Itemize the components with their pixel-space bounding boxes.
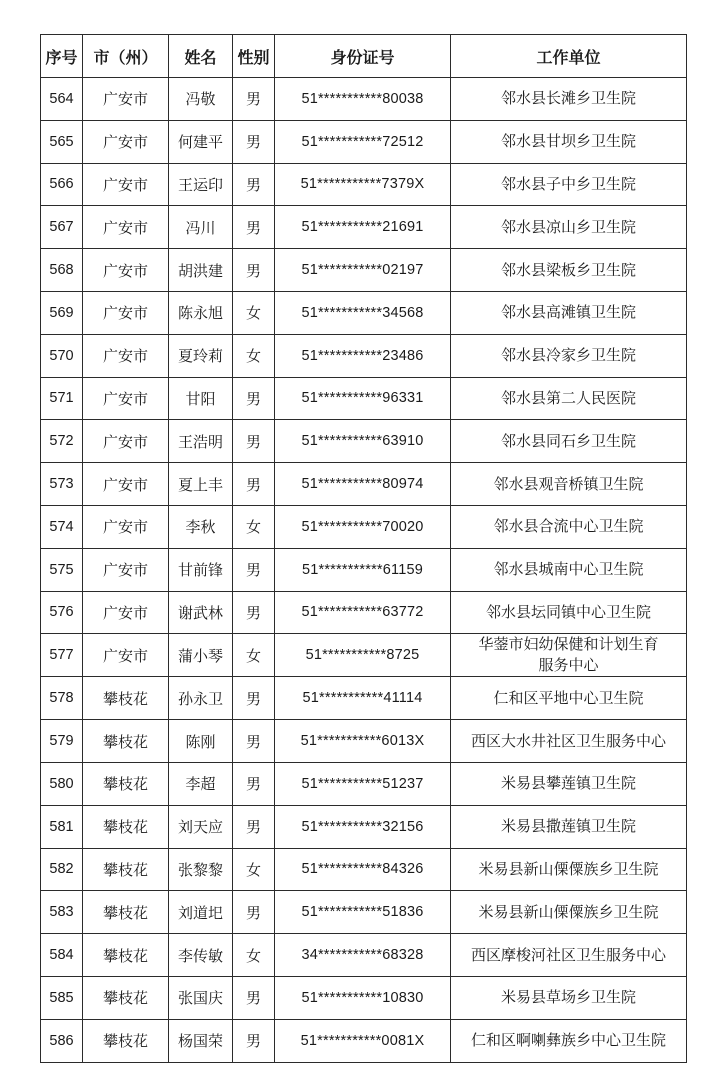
cell-name: 冯敬: [169, 78, 233, 121]
table-row: [41, 420, 687, 463]
cell-index: 573: [41, 463, 83, 506]
cell-city: 广安市: [83, 505, 169, 548]
cell-city: 广安市: [83, 463, 169, 506]
cell-name: 陈永旭: [169, 291, 233, 334]
cell-index: 577: [41, 634, 83, 677]
cell-gender: 女: [233, 934, 275, 977]
cell-index: 565: [41, 120, 83, 163]
cell-name: 刘天应: [169, 805, 233, 848]
table-row: [41, 762, 687, 805]
cell-city: 攀枝花: [83, 976, 169, 1019]
cell-city: 攀枝花: [83, 934, 169, 977]
cell-index: 572: [41, 420, 83, 463]
table-row: [41, 891, 687, 934]
cell-index: 569: [41, 291, 83, 334]
cell-gender: 男: [233, 163, 275, 206]
cell-index: 574: [41, 505, 83, 548]
table-row: [41, 377, 687, 420]
cell-gender: 男: [233, 78, 275, 121]
cell-gender: 男: [233, 720, 275, 763]
cell-gender: 女: [233, 634, 275, 677]
cell-work-unit: 邻水县合流中心卫生院: [451, 505, 687, 548]
cell-name: 谢武林: [169, 591, 233, 634]
cell-name: 冯川: [169, 206, 233, 249]
table-row: [41, 120, 687, 163]
cell-city: 广安市: [83, 548, 169, 591]
table-row: [41, 206, 687, 249]
cell-name: 陈刚: [169, 720, 233, 763]
cell-city: 攀枝花: [83, 720, 169, 763]
cell-work-unit: 西区大水井社区卫生服务中心: [451, 720, 687, 763]
cell-gender: 女: [233, 505, 275, 548]
cell-city: 广安市: [83, 206, 169, 249]
cell-work-unit: 邻水县冷家乡卫生院: [451, 334, 687, 377]
cell-index: 582: [41, 848, 83, 891]
cell-index: 564: [41, 78, 83, 121]
cell-name: 李秋: [169, 505, 233, 548]
cell-index: 583: [41, 891, 83, 934]
cell-name: 王运印: [169, 163, 233, 206]
cell-work-unit: 邻水县高滩镇卫生院: [451, 291, 687, 334]
cell-name: 蒲小琴: [169, 634, 233, 677]
cell-name: 甘阳: [169, 377, 233, 420]
cell-gender: 男: [233, 976, 275, 1019]
cell-city: 广安市: [83, 78, 169, 121]
cell-id-number: 51***********32156: [275, 805, 451, 848]
cell-name: 杨国荣: [169, 1019, 233, 1062]
cell-name: 甘前锋: [169, 548, 233, 591]
cell-id-number: 51***********8725: [275, 634, 451, 677]
table-row: [41, 934, 687, 977]
cell-city: 广安市: [83, 634, 169, 677]
cell-city: 攀枝花: [83, 805, 169, 848]
cell-work-unit: 邻水县第二人民医院: [451, 377, 687, 420]
cell-city: 攀枝花: [83, 891, 169, 934]
cell-id-number: 51***********80974: [275, 463, 451, 506]
cell-name: 何建平: [169, 120, 233, 163]
cell-index: 580: [41, 762, 83, 805]
cell-gender: 男: [233, 463, 275, 506]
cell-work-unit: 邻水县坛同镇中心卫生院: [451, 591, 687, 634]
cell-work-unit: 仁和区平地中心卫生院: [451, 677, 687, 720]
cell-work-unit: 邻水县长滩乡卫生院: [451, 78, 687, 121]
cell-id-number: 51***********72512: [275, 120, 451, 163]
cell-city: 广安市: [83, 163, 169, 206]
cell-city: 攀枝花: [83, 848, 169, 891]
cell-name: 李传敏: [169, 934, 233, 977]
cell-work-unit: 米易县攀莲镇卫生院: [451, 762, 687, 805]
cell-gender: 男: [233, 206, 275, 249]
cell-work-unit: 邻水县城南中心卫生院: [451, 548, 687, 591]
cell-id-number: 34***********68328: [275, 934, 451, 977]
cell-index: 586: [41, 1019, 83, 1062]
cell-city: 广安市: [83, 377, 169, 420]
cell-id-number: 51***********34568: [275, 291, 451, 334]
cell-name: 王浩明: [169, 420, 233, 463]
cell-name: 李超: [169, 762, 233, 805]
table-row: [41, 976, 687, 1019]
cell-city: 广安市: [83, 420, 169, 463]
cell-id-number: 51***********51237: [275, 762, 451, 805]
cell-work-unit: 邻水县同石乡卫生院: [451, 420, 687, 463]
cell-city: 广安市: [83, 291, 169, 334]
header-row: [41, 35, 687, 78]
table-row: [41, 463, 687, 506]
cell-index: 578: [41, 677, 83, 720]
cell-id-number: 51***********6013X: [275, 720, 451, 763]
header-id-number: 身份证号: [275, 35, 451, 78]
cell-work-unit: 米易县新山傈僳族乡卫生院: [451, 891, 687, 934]
cell-id-number: 51***********84326: [275, 848, 451, 891]
cell-index: 585: [41, 976, 83, 1019]
table-row: [41, 591, 687, 634]
cell-id-number: 51***********10830: [275, 976, 451, 1019]
cell-id-number: 51***********41114: [275, 677, 451, 720]
cell-gender: 男: [233, 420, 275, 463]
cell-name: 夏玲莉: [169, 334, 233, 377]
table-row: [41, 720, 687, 763]
cell-gender: 男: [233, 120, 275, 163]
cell-work-unit: [451, 634, 687, 677]
header-city: 市（州）: [83, 35, 169, 78]
cell-index: 576: [41, 591, 83, 634]
table-row: [41, 249, 687, 292]
cell-id-number: 51***********63772: [275, 591, 451, 634]
table-row: [41, 677, 687, 720]
cell-work-unit: 邻水县梁板乡卫生院: [451, 249, 687, 292]
table-row: [41, 634, 687, 677]
work-unit-line: 华蓥市妇幼保健和计划生育: [478, 635, 659, 654]
cell-work-unit: 米易县新山傈僳族乡卫生院: [451, 848, 687, 891]
cell-index: 581: [41, 805, 83, 848]
cell-index: 579: [41, 720, 83, 763]
table-row: [41, 291, 687, 334]
roster-document: [40, 34, 686, 1063]
header-work-unit: 工作单位: [451, 35, 687, 78]
cell-city: 广安市: [83, 120, 169, 163]
cell-id-number: 51***********02197: [275, 249, 451, 292]
cell-id-number: 51***********80038: [275, 78, 451, 121]
cell-work-unit: 仁和区啊喇彝族乡中心卫生院: [451, 1019, 687, 1062]
cell-id-number: 51***********7379X: [275, 163, 451, 206]
cell-city: 广安市: [83, 334, 169, 377]
cell-id-number: 51***********0081X: [275, 1019, 451, 1062]
cell-gender: 女: [233, 848, 275, 891]
cell-gender: 男: [233, 891, 275, 934]
cell-id-number: 51***********61159: [275, 548, 451, 591]
cell-index: 571: [41, 377, 83, 420]
cell-work-unit: 邻水县观音桥镇卫生院: [451, 463, 687, 506]
cell-gender: 男: [233, 677, 275, 720]
table-row: [41, 548, 687, 591]
table-row: [41, 334, 687, 377]
cell-work-unit: 西区摩梭河社区卫生服务中心: [451, 934, 687, 977]
cell-index: 568: [41, 249, 83, 292]
cell-index: 570: [41, 334, 83, 377]
cell-index: 575: [41, 548, 83, 591]
cell-id-number: 51***********70020: [275, 505, 451, 548]
cell-name: 张国庆: [169, 976, 233, 1019]
cell-city: 广安市: [83, 591, 169, 634]
table-row: [41, 1019, 687, 1062]
cell-gender: 男: [233, 1019, 275, 1062]
header-name: 姓名: [169, 35, 233, 78]
cell-name: 刘道圯: [169, 891, 233, 934]
table-row: [41, 505, 687, 548]
cell-work-unit: 邻水县凉山乡卫生院: [451, 206, 687, 249]
cell-work-unit: 米易县撒莲镇卫生院: [451, 805, 687, 848]
cell-id-number: 51***********23486: [275, 334, 451, 377]
cell-name: 夏上丰: [169, 463, 233, 506]
cell-name: 孙永卫: [169, 677, 233, 720]
cell-index: 566: [41, 163, 83, 206]
cell-gender: 男: [233, 805, 275, 848]
cell-gender: 男: [233, 591, 275, 634]
table-row: [41, 848, 687, 891]
cell-gender: 男: [233, 249, 275, 292]
cell-gender: 男: [233, 548, 275, 591]
cell-work-unit: 邻水县甘坝乡卫生院: [451, 120, 687, 163]
header-gender: 性别: [233, 35, 275, 78]
header-index: 序号: [41, 35, 83, 78]
work-unit-line: 服务中心: [538, 656, 599, 675]
cell-index: 584: [41, 934, 83, 977]
roster-table: [40, 34, 687, 1063]
table-row: [41, 78, 687, 121]
table-row: [41, 163, 687, 206]
cell-city: 攀枝花: [83, 762, 169, 805]
table-row: [41, 805, 687, 848]
cell-gender: 女: [233, 291, 275, 334]
cell-name: 张黎黎: [169, 848, 233, 891]
cell-work-unit: 米易县草场乡卫生院: [451, 976, 687, 1019]
cell-id-number: 51***********96331: [275, 377, 451, 420]
cell-id-number: 51***********21691: [275, 206, 451, 249]
cell-gender: 男: [233, 377, 275, 420]
cell-city: 攀枝花: [83, 1019, 169, 1062]
cell-id-number: 51***********63910: [275, 420, 451, 463]
cell-gender: 男: [233, 762, 275, 805]
cell-name: 胡洪建: [169, 249, 233, 292]
cell-index: 567: [41, 206, 83, 249]
cell-work-unit: 邻水县子中乡卫生院: [451, 163, 687, 206]
cell-city: 攀枝花: [83, 677, 169, 720]
cell-id-number: 51***********51836: [275, 891, 451, 934]
cell-gender: 女: [233, 334, 275, 377]
cell-city: 广安市: [83, 249, 169, 292]
